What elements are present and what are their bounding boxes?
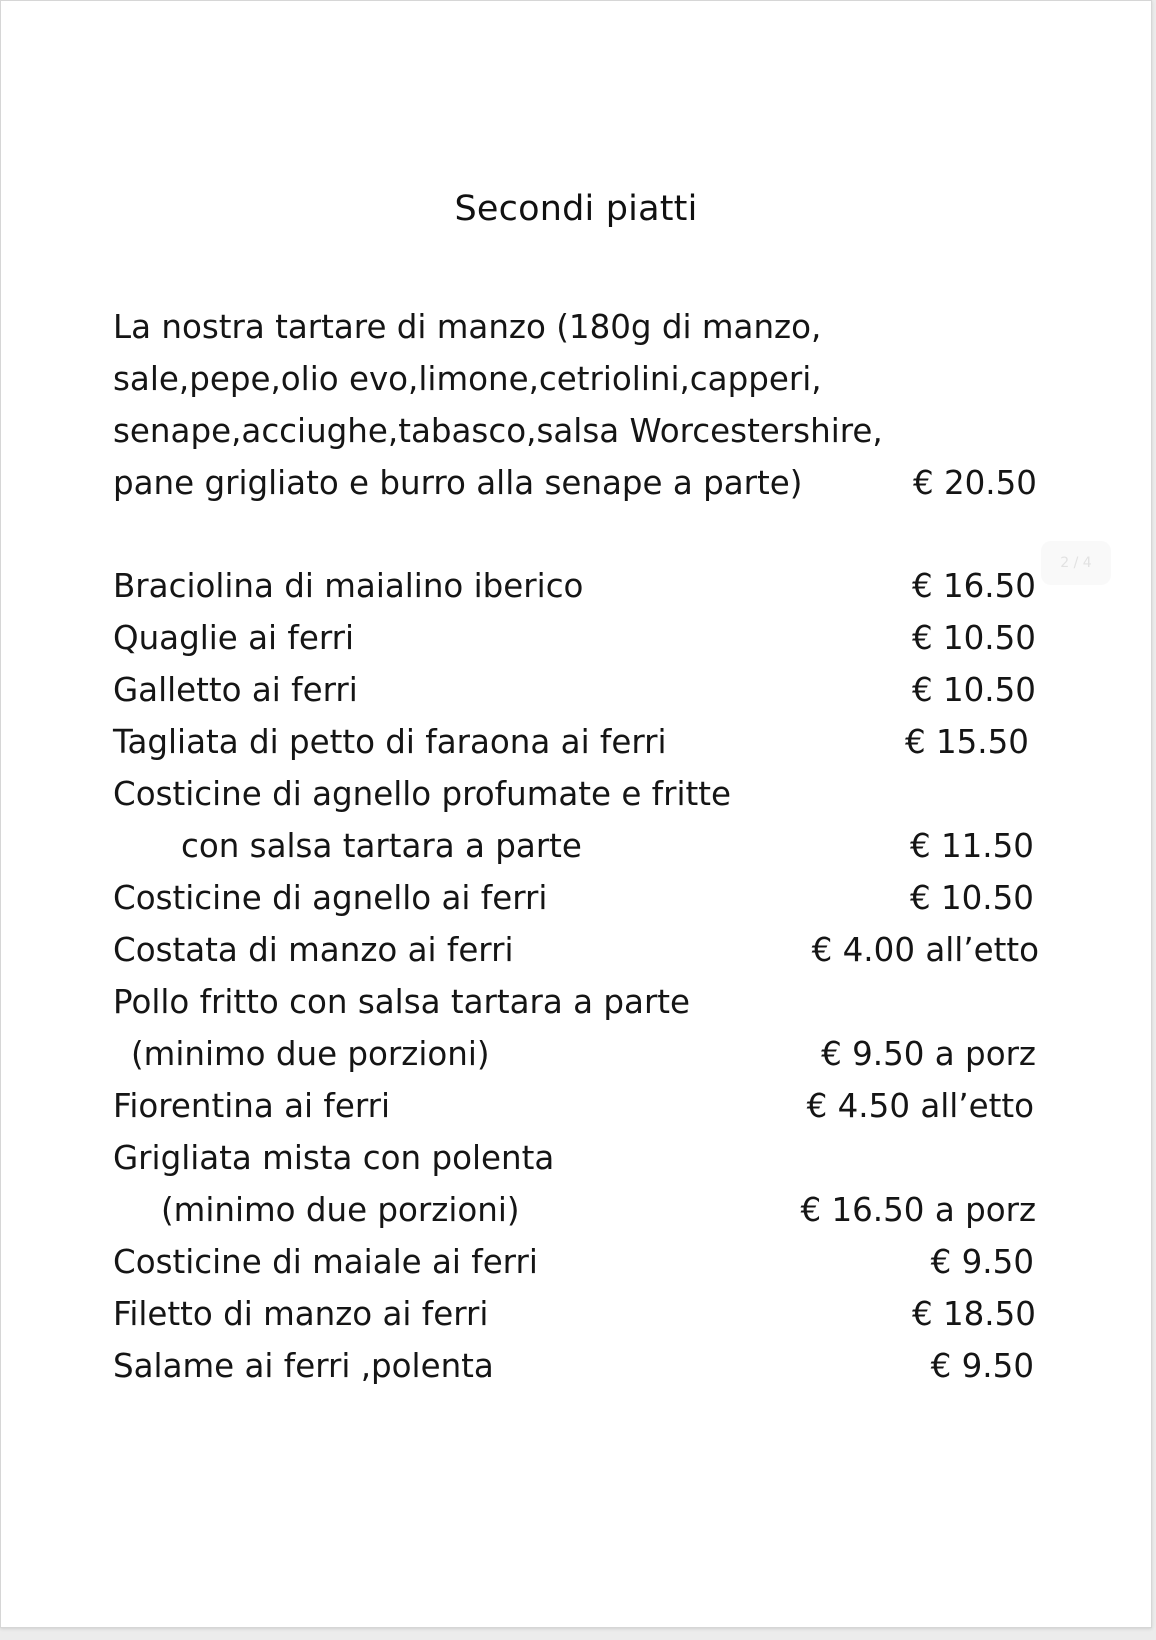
- item-costicine-maiale-price: € 9.50: [930, 1243, 1034, 1281]
- item-galletto: Galletto ai ferri: [113, 671, 358, 709]
- item-filetto-price: € 18.50: [911, 1295, 1036, 1333]
- item-braciolina: Braciolina di maialino iberico: [113, 567, 584, 605]
- item-costicine-fritte-line-1: Costicine di agnello profumate e fritte: [113, 775, 731, 813]
- item-fiorentina: Fiorentina ai ferri: [113, 1087, 390, 1125]
- item-quaglie-price: € 10.50: [911, 619, 1036, 657]
- item-pollo-line-2: (minimo due porzioni): [131, 1035, 490, 1073]
- item-tagliata: Tagliata di petto di faraona ai ferri: [113, 723, 667, 761]
- item-costata-price: € 4.00 all’etto: [811, 931, 1039, 969]
- item-costicine-maiale: Costicine di maiale ai ferri: [113, 1243, 538, 1281]
- item-costicine-fritte-line-2: con salsa tartara a parte: [181, 827, 582, 865]
- item-fiorentina-price: € 4.50 all’etto: [806, 1087, 1034, 1125]
- item-pollo-price: € 9.50 a porz: [821, 1035, 1036, 1073]
- item-salame-price: € 9.50: [930, 1347, 1034, 1385]
- item-tagliata-price: € 15.50: [904, 723, 1029, 761]
- item-pollo-line-1: Pollo fritto con salsa tartara a parte: [113, 983, 691, 1021]
- item-costicine-agnello: Costicine di agnello ai ferri: [113, 879, 548, 917]
- item-tartare-line-2: sale,pepe,olio evo,limone,cetriolini,capperi,: [113, 360, 822, 398]
- item-grigliata-line-2: (minimo due porzioni): [161, 1191, 520, 1229]
- item-tartare-line-1: La nostra tartare di manzo (180g di manzo,: [113, 308, 822, 346]
- item-tartare-line-3: senape,acciughe,tabasco,salsa Worcestershire,: [113, 412, 883, 450]
- item-quaglie: Quaglie ai ferri: [113, 619, 355, 657]
- item-costicine-fritte-price: € 11.50: [909, 827, 1034, 865]
- item-galletto-price: € 10.50: [911, 671, 1036, 709]
- item-braciolina-price: € 16.50: [911, 567, 1036, 605]
- page-indicator: 2 / 4: [1041, 541, 1111, 585]
- item-salame: Salame ai ferri ,polenta: [113, 1347, 494, 1385]
- item-grigliata-price: € 16.50 a porz: [800, 1191, 1036, 1229]
- page-title: Secondi piatti: [454, 189, 698, 229]
- item-tartare-price: € 20.50: [912, 464, 1037, 502]
- item-tartare-line-4: pane grigliato e burro alla senape a parte): [113, 464, 803, 502]
- item-costicine-agnello-price: € 10.50: [909, 879, 1034, 917]
- item-filetto: Filetto di manzo ai ferri: [113, 1295, 489, 1333]
- item-grigliata-line-1: Grigliata mista con polenta: [113, 1139, 555, 1177]
- item-costata: Costata di manzo ai ferri: [113, 931, 514, 969]
